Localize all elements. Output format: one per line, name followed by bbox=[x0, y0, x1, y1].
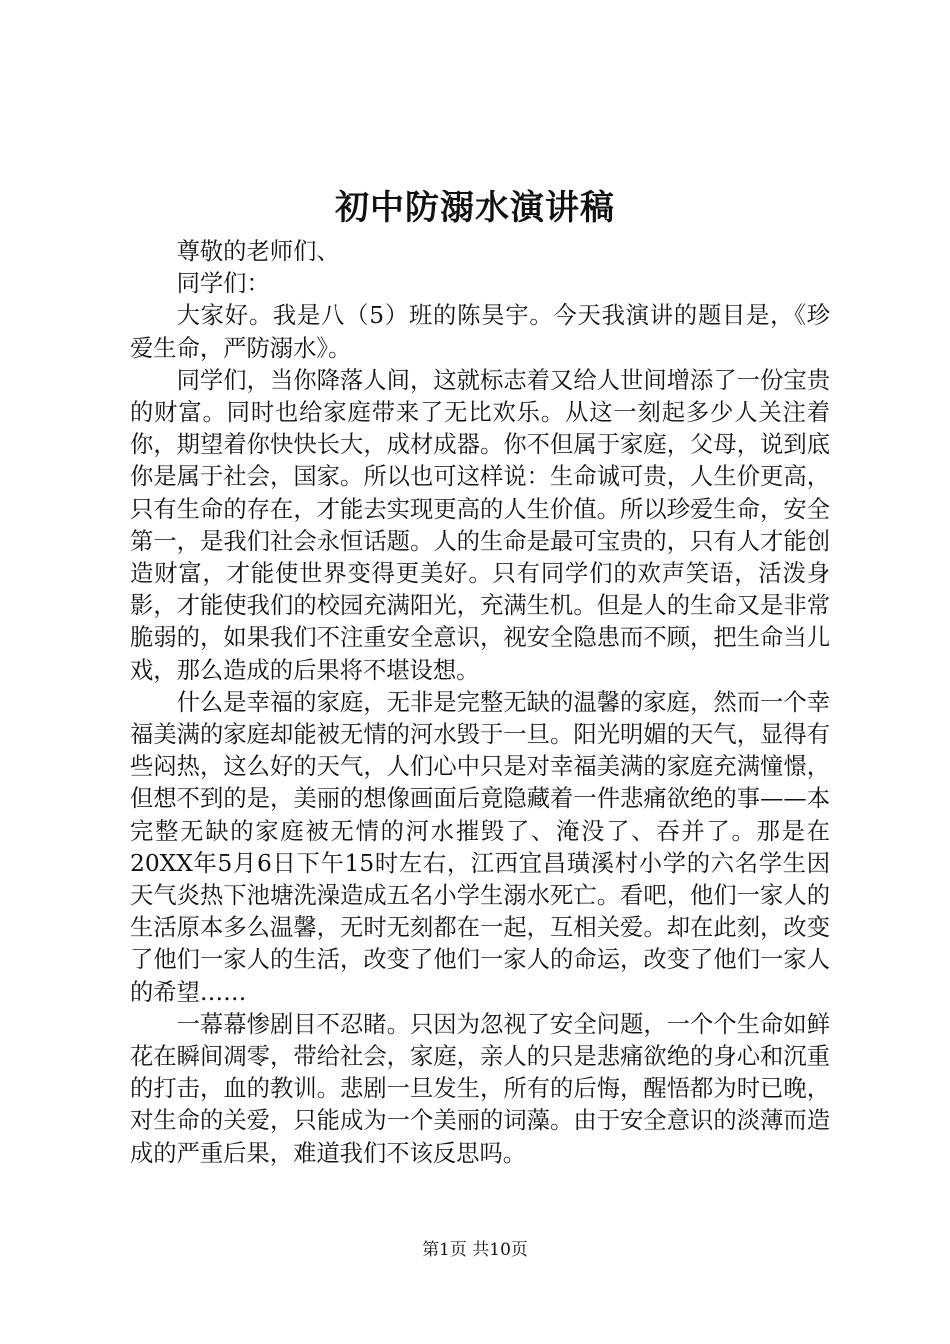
paragraph-body-3: 一幕幕惨剧目不忍睹。只因为忽视了安全问题，一个个生命如鲜花在瞬间凋零，带给社会，家庭，亲人的只是悲痛欲绝的身心和沉重的打击，血的教训。悲剧一旦发生，所有的后悔，醒悟都为时已晚，对生命的关爱，只能成为一个美丽的词藻。由于安全意识的淡薄而造成的严重后果，难道我们不该反思吗。 bbox=[130, 1010, 830, 1167]
page-number-footer: 第1页 共10页 bbox=[422, 1240, 528, 1260]
paragraph-salutation-1: 尊敬的老师们、 bbox=[176, 238, 340, 265]
paragraph-body-2: 什么是幸福的家庭，无非是完整无缺的温馨的家庭，然而一个幸福美满的家庭却能被无情的河水毁于一旦。阳光明媚的天气，显得有些闷热，这么好的天气，人们心中只是对幸福美满的家庭充满憧憬，但想不到的是，美丽的想像画面后竟隐藏着一件悲痛欲绝的事——本完整无缺的家庭被无情的河水摧毁了、淹没了、吞并了。那是在20XX年5月6日下午15时左右，江西宜昌璜溪村小学的六名学生因天气炎热下池塘洗澡造成五名小学生溺水死亡。看吧，他们一家人的生活原本多么温馨，无时无刻都在一起，互相关爱。却在此刻，改变了他们一家人的生活，改变了他们一家人的命运，改变了他们一家人的希望…… bbox=[130, 688, 830, 1006]
document-body bbox=[130, 236, 830, 1170]
paragraph-body-1: 同学们，当你降落人间，这就标志着又给人世间增添了一份宝贵的财富。同时也给家庭带来了无比欢乐。从这一刻起多少人关注着你，期望着你快快长大，成材成器。你不但属于家庭，父母，说到底你是属于社会，国家。所以也可这样说：生命诚可贵，人生价更高，只有生命的存在，才能去实现更高的人生价值。所以珍爱生命，安全第一，是我们社会永恒话题。人的生命是最可宝贵的，只有人才能创造财富，才能使世界变得更美好。只有同学们的欢声笑语，活泼身影，才能使我们的校园充满阳光，充满生机。但是人的生命又是非常脆弱的，如果我们不注重安全意识，视安全隐患而不顾，把生命当儿戏，那么造成的后果将不堪设想。 bbox=[130, 366, 830, 684]
document-title: 初中防溺水演讲稿 bbox=[335, 188, 615, 228]
paragraph-greeting: 大家好。我是八（5）班的陈昊宇。今天我演讲的题目是，《珍爱生命，严防溺水》。 bbox=[130, 302, 830, 362]
paragraph-salutation-2: 同学们： bbox=[176, 270, 270, 298]
